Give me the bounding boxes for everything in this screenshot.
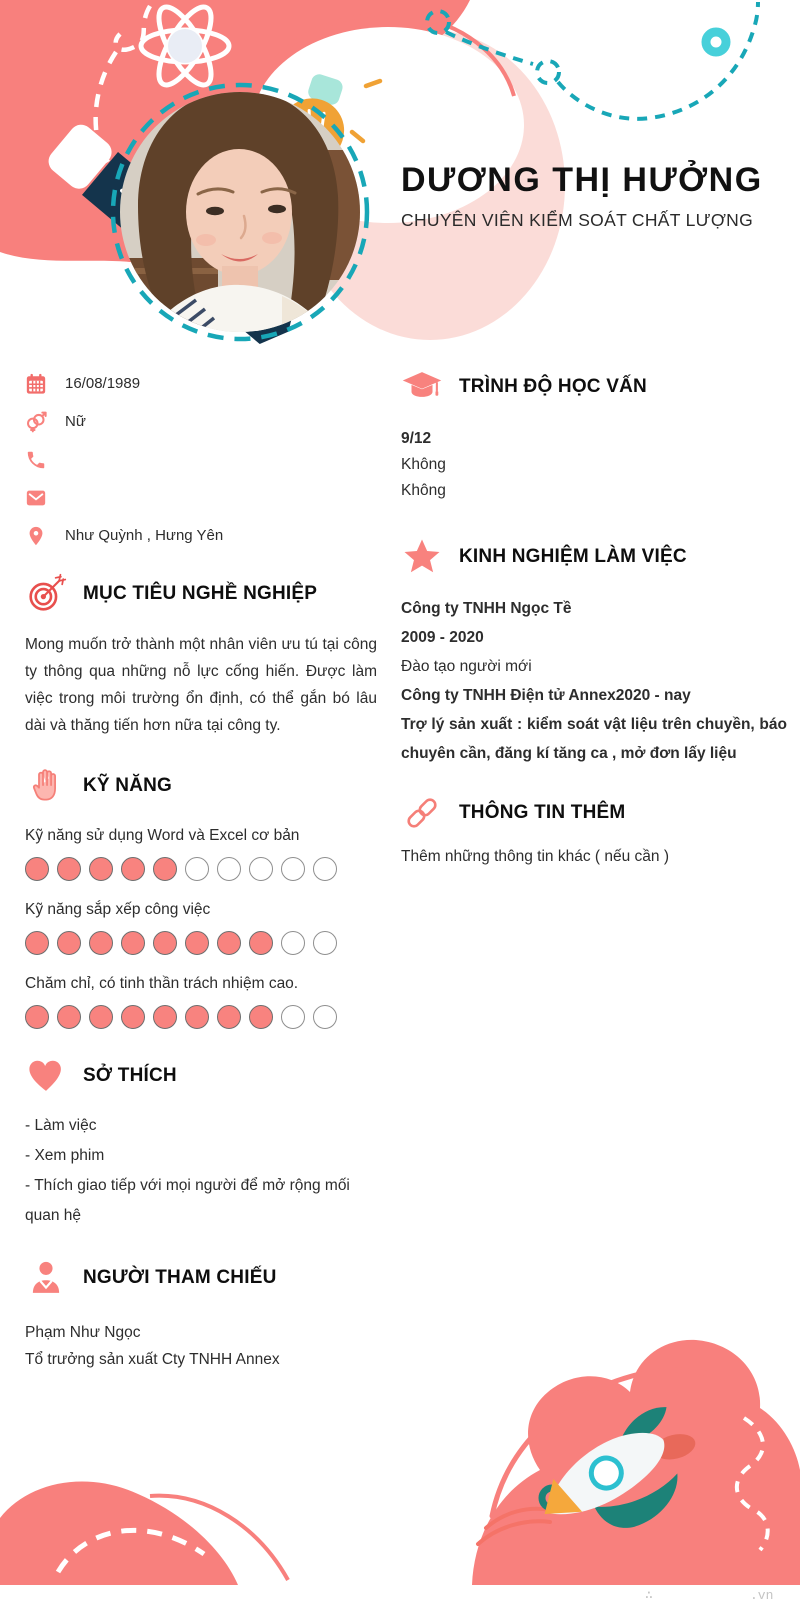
phone-icon [25, 449, 47, 471]
hand-icon [25, 765, 67, 807]
experience-body [401, 594, 787, 768]
education-line: 9/12 [401, 430, 432, 447]
gender-value: Nữ [65, 413, 86, 430]
star-icon [401, 536, 443, 578]
teal-donut [706, 32, 726, 52]
watermark-right: .vn [750, 1588, 774, 1603]
section-skills [25, 765, 377, 1029]
section-additional [401, 792, 787, 866]
graduation-cap-icon [401, 366, 443, 408]
target-icon [25, 573, 67, 615]
calendar-icon [25, 373, 47, 395]
additional-header [401, 792, 787, 834]
experience-company: Công ty TNHH Điện tử Annex2020 - nay [401, 687, 691, 704]
hobbies-title: SỞ THÍCH [83, 1065, 177, 1086]
education-line: Không [401, 482, 446, 499]
hobbies-body [25, 1111, 377, 1231]
skill-dot [121, 931, 145, 955]
additional-body: Thêm những thông tin khác ( nếu cần ) [401, 848, 670, 865]
skill-dot [25, 1005, 49, 1029]
left-column [25, 372, 377, 1373]
skill-dot [57, 931, 81, 955]
skill-dot [89, 931, 113, 955]
skill-dot [185, 931, 209, 955]
skill-dot [185, 1005, 209, 1029]
skill-item [25, 901, 377, 955]
paperclip-icon [401, 792, 443, 834]
section-education [401, 366, 787, 504]
experience-role: Đào tạo người mới [401, 658, 532, 675]
name-block [401, 160, 793, 231]
skill-dot [121, 1005, 145, 1029]
info-row-phone [25, 448, 377, 471]
skill-dot [57, 857, 81, 881]
reference-role: Tổ trưởng sản xuất Cty TNHH Annex [25, 1351, 280, 1368]
skill-dot [313, 931, 337, 955]
skill-dot [249, 931, 273, 955]
skills-header [25, 765, 377, 807]
skill-item [25, 827, 377, 881]
location-icon [25, 525, 47, 547]
email-icon [25, 487, 47, 509]
person-name: DƯƠNG THỊ HƯỞNG [401, 161, 763, 199]
skill-dot [185, 857, 209, 881]
experience-period: 2009 - 2020 [401, 629, 484, 646]
skill-dot [217, 857, 241, 881]
hobby-item: - Xem phim [25, 1147, 105, 1164]
section-hobbies [25, 1055, 377, 1231]
info-row-email [25, 486, 377, 509]
skill-dot [153, 857, 177, 881]
education-header [401, 366, 787, 408]
objective-body: Mong muốn trở thành một nhân viên ưu tú tại công ty thông qua những nỗ lực cống hiến. Được làm việc trong môi trường ổn định, có thể gắn bó lâu dài và thăng tiến hơn nữa tại công ty. [25, 636, 377, 734]
reference-name: Phạm Như Ngọc [25, 1324, 141, 1341]
info-row-birthday [25, 372, 377, 395]
right-column [401, 366, 787, 866]
person-job-title: CHUYÊN VIÊN KIỂM SOÁT CHẤT LƯỢNG [401, 209, 754, 230]
skill-dot [89, 1005, 113, 1029]
skill-dot [89, 857, 113, 881]
skill-label: Kỹ năng sử dụng Word và Excel cơ bản [25, 827, 300, 844]
reference-header [25, 1257, 377, 1299]
experience-company: Công ty TNHH Ngọc Tề [401, 600, 572, 617]
footer-decoration [0, 1320, 800, 1585]
personal-info-list [25, 372, 377, 547]
skill-label: Chăm chỉ, có tinh thần trách nhiệm cao. [25, 975, 299, 992]
hobby-item: - Thích giao tiếp với mọi người để mở rộng mối quan hệ [25, 1177, 350, 1224]
footer-left-blob [0, 1482, 238, 1585]
hobbies-header [25, 1055, 377, 1097]
skill-dots [25, 931, 377, 955]
hobby-item: - Làm việc [25, 1117, 97, 1134]
experience-description: Trợ lý sản xuất : kiểm soát vật liệu trên chuyền, báo chuyên cần, đăng kí tăng ca , mở đơn lấy liệu [401, 716, 787, 762]
experience-title: KINH NGHIỆM LÀM VIỆC [459, 546, 687, 567]
gender-icon [25, 411, 47, 433]
education-line: Không [401, 456, 446, 473]
education-title: TRÌNH ĐỘ HỌC VẤN [459, 376, 647, 397]
birthday-value: 16/08/1989 [65, 375, 141, 392]
skill-dots [25, 1005, 377, 1029]
heart-icon [25, 1055, 67, 1097]
skill-label: Kỹ năng sắp xếp công việc [25, 901, 211, 918]
reference-title: NGƯỜI THAM CHIẾU [83, 1267, 277, 1288]
person-icon [25, 1257, 67, 1299]
skill-dot [217, 1005, 241, 1029]
skill-dot [153, 931, 177, 955]
skill-dot [25, 857, 49, 881]
additional-title: THÔNG TIN THÊM [459, 802, 626, 823]
skill-dot [57, 1005, 81, 1029]
skill-dot [281, 1005, 305, 1029]
skill-dot [121, 857, 145, 881]
address-value: Như Quỳnh , Hưng Yên [65, 527, 224, 544]
watermark-left: ∴ [645, 1588, 653, 1603]
skill-dot [281, 931, 305, 955]
skill-dot [153, 1005, 177, 1029]
skill-dot [313, 857, 337, 881]
skills-title: KỸ NĂNG [83, 775, 173, 796]
skill-dot [281, 857, 305, 881]
skill-dot [249, 857, 273, 881]
objective-header [25, 573, 377, 615]
experience-header [401, 536, 787, 578]
skill-dot [313, 1005, 337, 1029]
section-objective [25, 573, 377, 739]
skill-dot [25, 931, 49, 955]
education-body [401, 426, 787, 504]
info-row-address [25, 524, 377, 547]
watermark [0, 1586, 800, 1606]
skill-dot [217, 931, 241, 955]
objective-title: MỤC TIÊU NGHỀ NGHIỆP [83, 583, 318, 604]
skill-dot [249, 1005, 273, 1029]
section-experience [401, 536, 787, 768]
skill-dots [25, 857, 377, 881]
info-row-gender [25, 410, 377, 433]
skill-item [25, 975, 377, 1029]
